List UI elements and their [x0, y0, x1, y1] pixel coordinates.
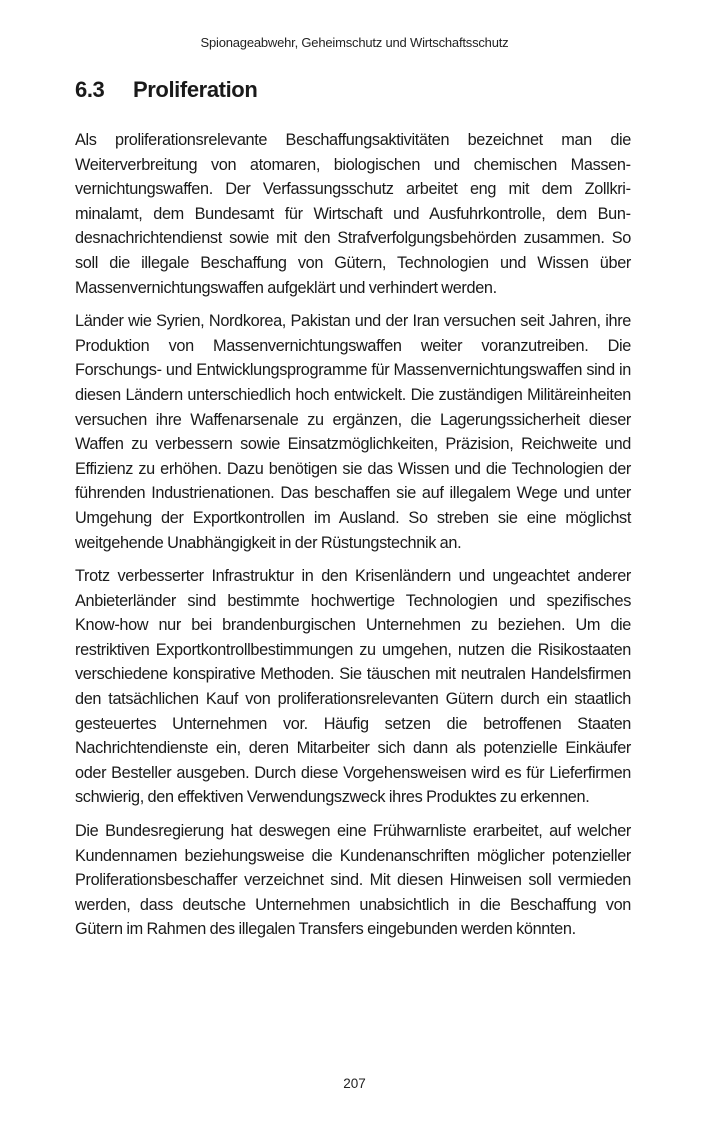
section-title: Proliferation: [133, 77, 258, 102]
paragraph: Die Bundesregierung hat deswegen eine Frühwarnliste erarbeitet, auf welcher Kundennamen beziehungsweise die Kundenanschriften möglicher potenzieller Proliferationsbeschaffer verzeichnet sind. Mit diesen Hinweisen soll vermieden werden, dass deutsche Unternehmen unabsichtlich in die Beschaffung von Gütern im Rahmen des illegalen Transfers eingebunden werden könnten.: [75, 822, 631, 939]
section-number: 6.3: [75, 77, 105, 102]
running-header: Spionageabwehr, Geheimschutz und Wirtschaftsschutz: [200, 35, 509, 50]
section-heading: [75, 77, 257, 103]
page-number: 207: [343, 1076, 366, 1091]
paragraph: Als proliferationsrelevante Beschaffungsaktivitäten bezeichnet man die Weiterverbreitung von atomaren, biologischen und chemischen Massenvernichtungswaffen. Der Verfassungsschutz arbeitet eng mit dem Zollkriminalamt, dem Bundesamt für Wirtschaft und Ausfuhrkontrolle, dem Bundesnachrichtendienst sowie mit den Strafverfolgungsbehörden zusammen. So soll die illegale Beschaffung von Gütern, Technologien und Wissen über Massenvernichtungswaffen aufgeklärt und verhindert werden.: [75, 131, 631, 297]
paragraph: Länder wie Syrien, Nordkorea, Pakistan und der Iran versuchen seit Jahren, ihre Produktion von Massenvernichtungswaffen weiter voranzutreiben. Die Forschungs- und Entwicklungsprogramme für Massenvernichtungswaffen sind in diesen Ländern unterschiedlich hoch entwickelt. Die zuständigen Militäreinheiten versuchen ihre Waffenarsenale zu ergänzen, die Lagerungssicherheit dieser Waffen zu verbessern sowie Einsatzmöglichkeiten, Präzision, Reichweite und Effizienz zu erhöhen. Dazu benötigen sie das Wissen und die Technologien der führenden Industrienationen. Das beschaffen sie auf illegalem Wege und unter Umgehung der Exportkontrollen im Ausland. So streben sie eine möglichst weitgehende Unabhängigkeit in der Rüstungstechnik an.: [75, 312, 631, 552]
body-text: [75, 128, 631, 951]
paragraph: Trotz verbesserter Infrastruktur in den Krisenländern und ungeachtet anderer Anbieterländer sind bestimmte hochwertige Technologien und spezifisches Know-how nur bei brandenburgischen Unternehmen zu beziehen. Um die restriktiven Exportkontrollbestimmungen zu umgehen, nutzen die Risikostaaten verschiedene konspirative Methoden. Sie täuschen mit neutralen Handelsfirmen den tatsächlichen Kauf von proliferationsrelevanten Gütern durch ein staatlich gesteuertes Unternehmen vor. Häufig setzen die betroffenen Staaten Nachrichtendienste ein, deren Mitarbeiter sich dann als potenzielle Einkäufer oder Besteller ausgeben. Durch diese Vorgehensweisen wird es für Lieferfirmen schwierig, den effektiven Verwendungszweck ihres Produktes zu erkennen.: [75, 567, 631, 807]
